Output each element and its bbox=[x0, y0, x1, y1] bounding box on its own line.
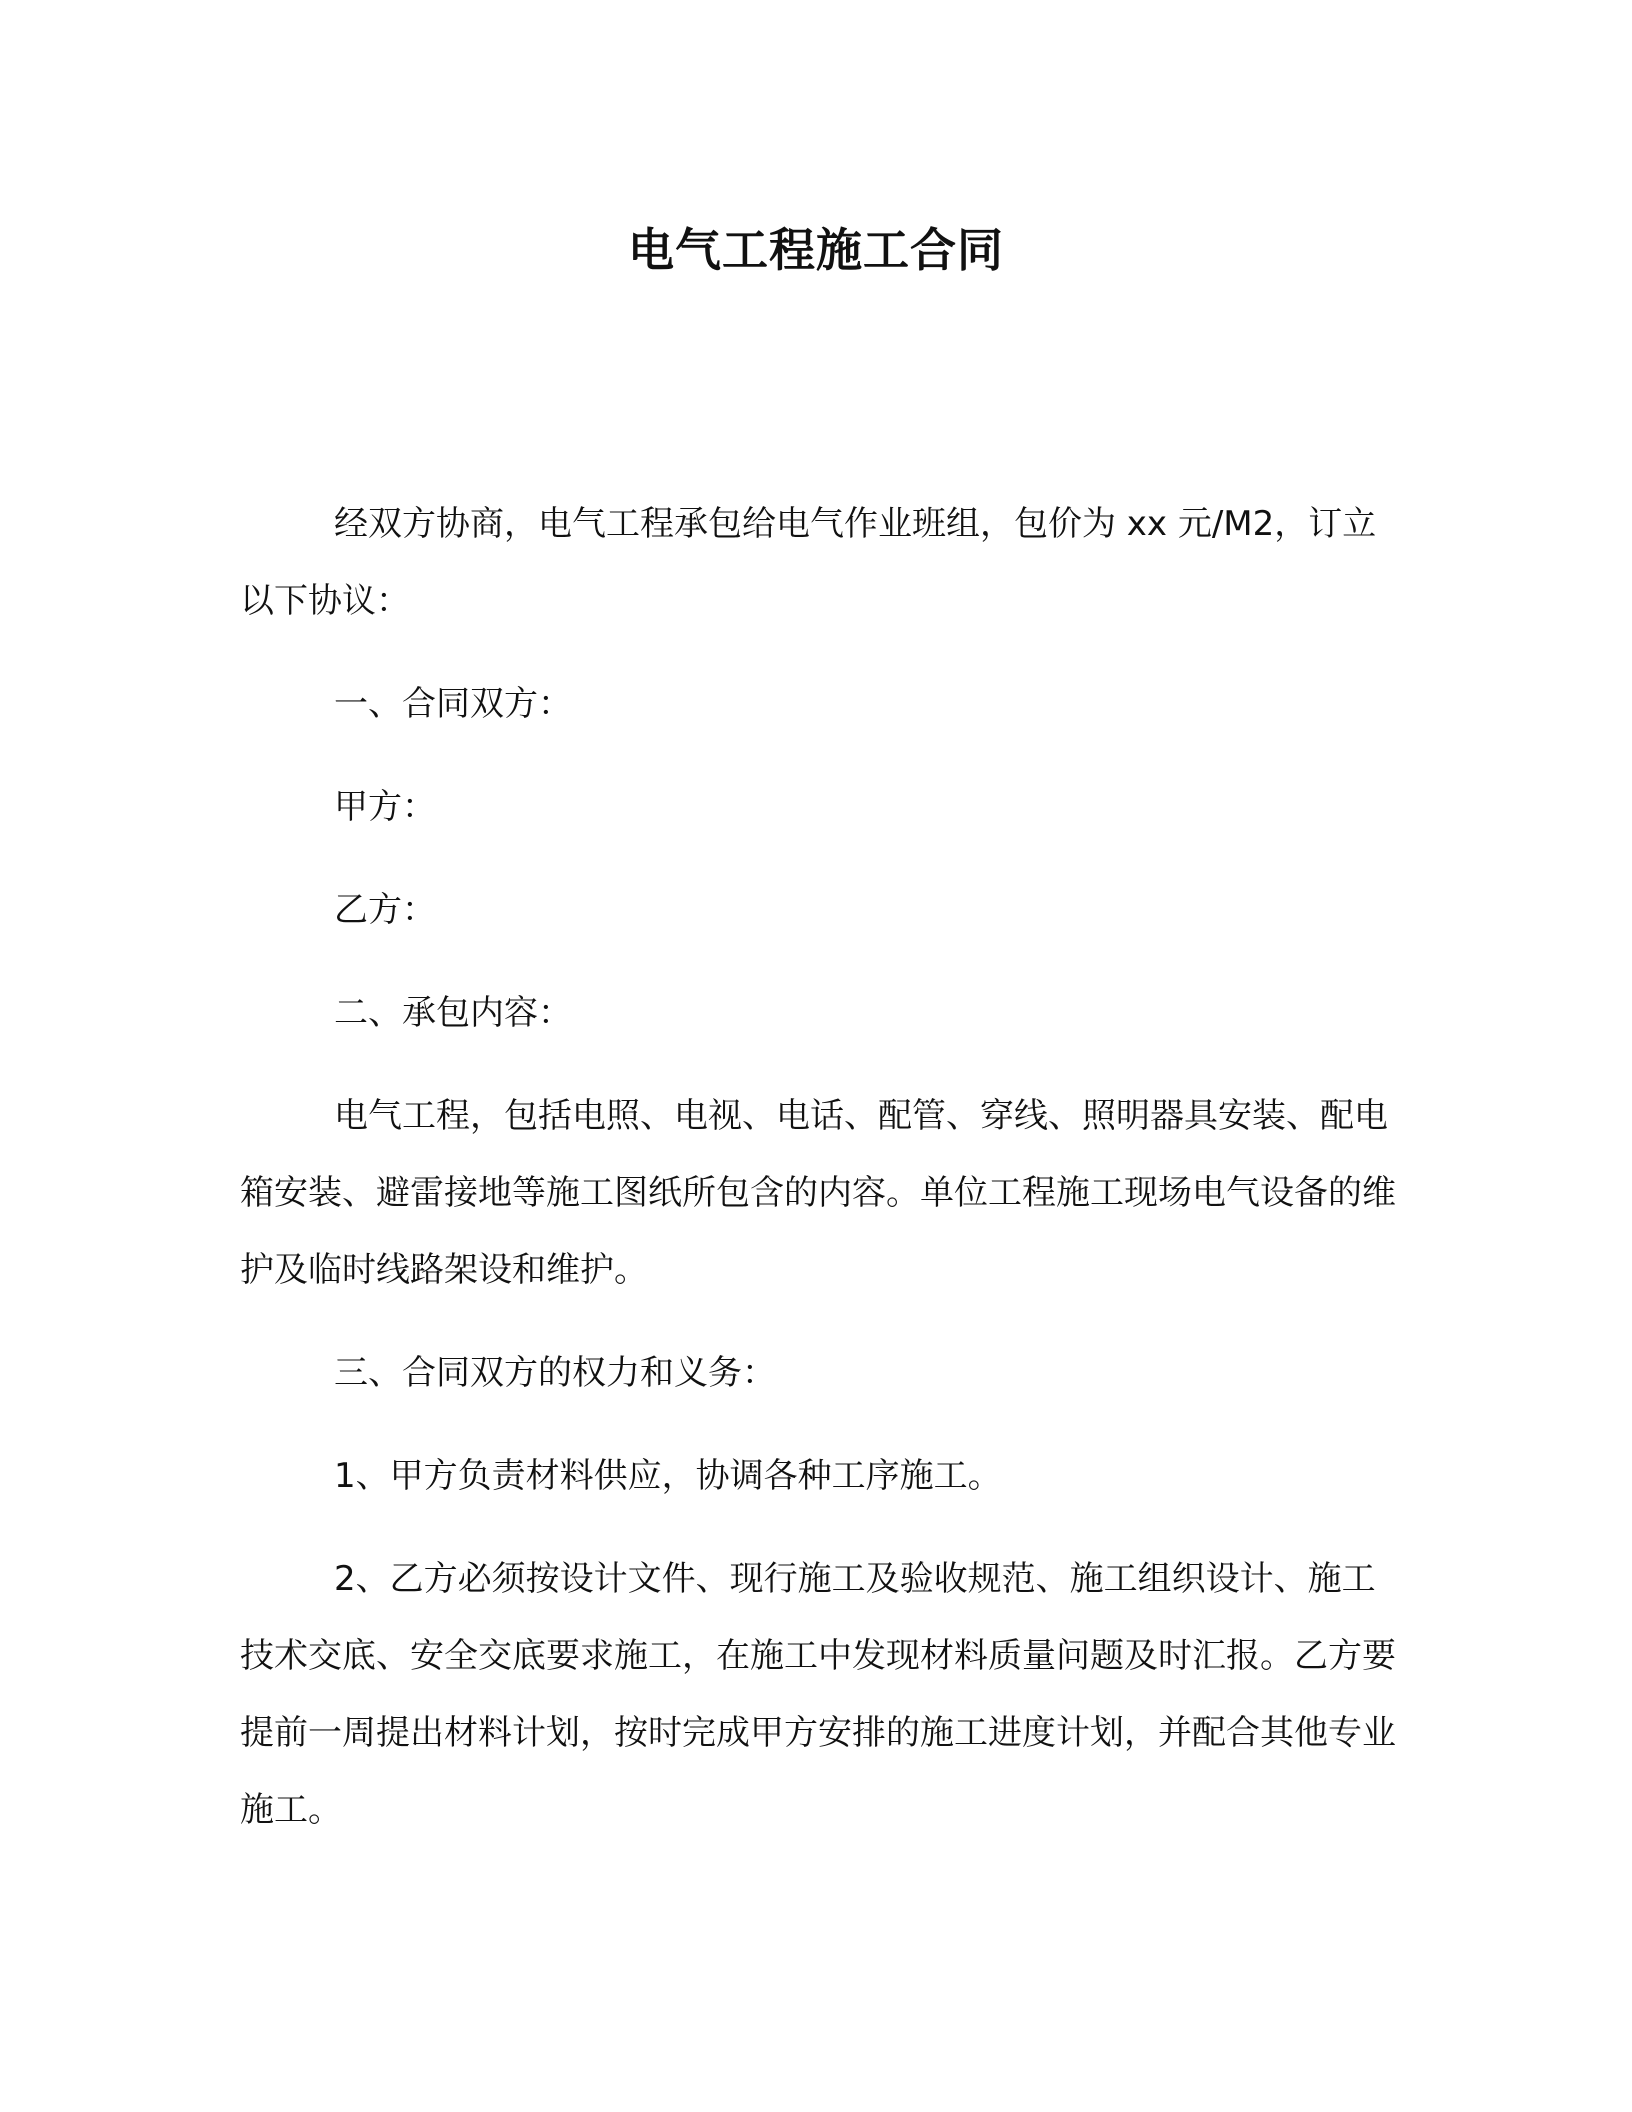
section-heading-scope: 二、承包内容： bbox=[334, 993, 572, 1033]
clause-1: 1、甲方负责材料供应，协调各种工序施工。 bbox=[334, 1456, 1002, 1496]
section-heading-rights: 三、合同双方的权力和义务： bbox=[334, 1353, 776, 1393]
section-heading-parties: 一、合同双方： bbox=[334, 684, 572, 724]
party-b-label: 乙方： bbox=[334, 890, 436, 930]
clause-2: 2、乙方必须按设计文件、现行施工及验收规范、施工组织设计、施工技术交底、安全交底要求施工，在施工中发现材料质量问题及时汇报。乙方要提前一周提出材料计划，按时完成甲方安排的施工进度计划，并配合其他专业施工。 bbox=[240, 1559, 1396, 1830]
party-a-label: 甲方： bbox=[334, 787, 436, 827]
document-body bbox=[240, 486, 1400, 1875]
document-title: 电气工程施工合同 bbox=[628, 223, 1004, 277]
paragraph-intro: 经双方协商，电气工程承包给电气作业班组，包价为 xx 元/M2，订立以下协议： bbox=[240, 504, 1377, 621]
paragraph-scope: 电气工程，包括电照、电视、电话、配管、穿线、照明器具安装、配电箱安装、避雷接地等施工图纸所包含的内容。单位工程施工现场电气设备的维护及临时线路架设和维护。 bbox=[240, 1096, 1396, 1290]
